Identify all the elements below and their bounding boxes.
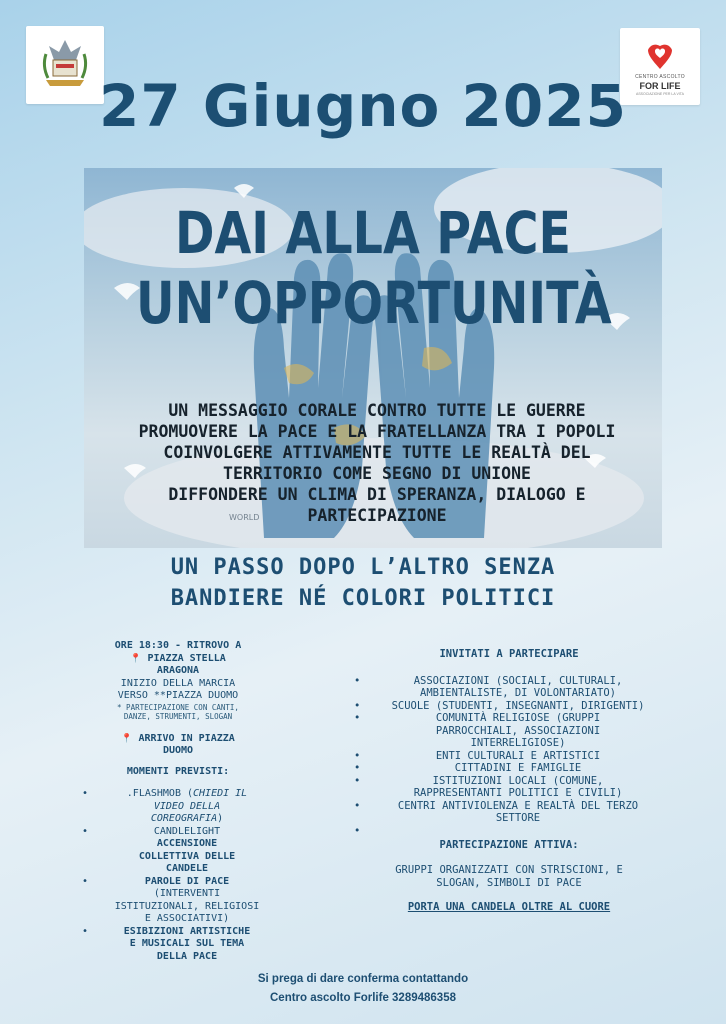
program-column [78,640,278,963]
list-item [78,876,278,926]
words-line-3: ISTITUZIONALI, RELIGIOSI [114,900,260,912]
shows-line-2: E MUSICALI SUL TEMA [129,938,245,949]
invitee-item [350,750,668,763]
march-line-1: INIZIO DELLA MARCIA [120,677,236,689]
invitee-item [350,800,668,825]
candlelight-line-2: ACCENSIONE [156,838,218,849]
message-line: TERRITORIO COME SEGNO DI UNIONE [223,464,531,483]
tagline-line-2: BANDIERE NÉ COLORI POLITICI [170,586,556,611]
shows-label: ESIBIZIONI ARTISTICHE [123,925,251,937]
logo-line-3: ASSOCIAZIONE PER LA VITA [636,92,684,96]
pin-icon: 📍 [130,653,142,664]
invitee-text: ENTI CULTURALI E ARTISTICI [435,749,601,762]
meet-time: ORE 18:30 - RITROVO A [114,640,242,651]
invitation-column [350,648,668,914]
message-line: COINVOLGERE ATTIVAMENTE TUTTE LE REALTÀ DEL [163,443,591,462]
active-line-2: SLOGAN, SIMBOLI DI PACE [436,876,582,889]
message-line: PROMUOVERE LA PACE E LA FRATELLANZA TRA I POPOLI [138,422,616,441]
invitee-text: COMUNITÀ RELIGIOSE (GRUPPI [435,712,601,724]
candlelight-line-3: COLLETTIVA DELLE [138,850,236,862]
meet-place-2: ARAGONA [156,665,200,676]
active-title: PARTECIPAZIONE ATTIVA: [439,838,579,851]
active-line-1: GRUPPI ORGANIZZATI CON STRISCIONI, E [395,864,623,876]
headline-line-2: UN’OPPORTUNITÀ [136,269,612,337]
arrival: ARRIVO IN PIAZZA [138,732,235,744]
invitee-text: INTERRELIGIOSE) [470,737,566,749]
hero-image [84,168,662,548]
hero-watermark: WORLD [229,513,260,522]
invite-title: INVITATI A PARTECIPARE [439,648,579,660]
invitee-text: RAPPRESENTANTI POLITICI E CIVILI) [413,787,623,799]
moments-title: MOMENTI PREVISTI: [126,765,230,777]
flashmob-note-3: COREOGRAFIA [150,813,218,824]
pin-icon: 📍 [121,733,133,744]
heart-pin-icon [648,42,672,70]
headline-line-1: DAI ALLA PACE [174,199,572,267]
invitee-text: SETTORE [495,812,541,824]
list-item [78,826,278,876]
headline [84,198,662,338]
list-item [78,926,278,964]
invitee-text: PARROCCHIALI, ASSOCIAZIONI [435,724,601,737]
flashmob-note-2: VIDEO DELLA [153,800,221,812]
footer-line-1: Si prega di dare conferma contattando [257,973,469,985]
note-line-1: * PARTECIPAZIONE CON CANTI, [117,702,239,712]
words-label: PAROLE DI PACE [144,875,230,887]
candlelight-label: CANDLELIGHT [153,825,221,837]
invitee-item [350,675,668,700]
candlelight-line-4: CANDELE [165,863,209,874]
invitee-text: SCUOLE (STUDENTI, INSEGNANTI, DIRIGENTI) [391,699,645,712]
invitee-text: ISTITUZIONI LOCALI (COMUNE, [432,774,604,787]
tagline [0,552,726,614]
words-line-2: (INTERVENTI [153,888,221,899]
footer [0,970,726,1008]
key-messages [112,400,642,526]
moments-list [78,788,278,963]
invitee-item [350,712,668,750]
flashmob-note: CHIEDI IL [193,788,248,799]
invitee-item [350,775,668,800]
words-line-4: E ASSOCIATIVI) [144,913,230,924]
note-line-2: DANZE, STRUMENTI, SLOGAN [123,711,233,721]
logo-line-2: FOR LIFE [639,81,681,91]
invitee-text: AMBIENTALISTE, DI VOLONTARIATO) [420,687,616,699]
message-line: PARTECIPAZIONE [307,506,447,525]
march-line-2: VERSO **PIAZZA DUOMO [117,690,239,701]
invitee-item [350,700,668,713]
arrival-2: DUOMO [162,745,194,756]
message-line: UN MESSAGGIO CORALE CONTRO TUTTE LE GUERRE [168,401,586,420]
footer-line-2: Centro ascolto Forlife 3289486358 [270,992,456,1004]
invitee-item [350,762,668,775]
invitee-text: CITTADINI E FAMIGLIE [454,762,582,774]
event-date: 27 Giugno 2025 [99,72,627,140]
logo-line-1: CENTRO ASCOLTO [635,74,685,80]
flashmob-label: .FLASHMOB ( [126,788,194,799]
candle-call: PORTA UNA CANDELA OLTRE AL CUORE [407,901,611,913]
shows-line-3: DELLA PACE [156,950,218,962]
invitee-text: CENTRI ANTIVIOLENZA E REALTÀ DEL TERZO [397,799,639,812]
meet-place: PIAZZA STELLA [147,652,226,664]
flashmob-close: ) [217,813,224,824]
tagline-line-1: UN PASSO DOPO L’ALTRO SENZA [170,555,556,580]
list-item [78,788,278,826]
message-line: DIFFONDERE UN CLIMA DI SPERANZA, DIALOGO E [168,485,586,504]
invitees-list [350,675,668,825]
invitee-text: ASSOCIAZIONI (SOCIALI, CULTURALI, [413,674,623,687]
